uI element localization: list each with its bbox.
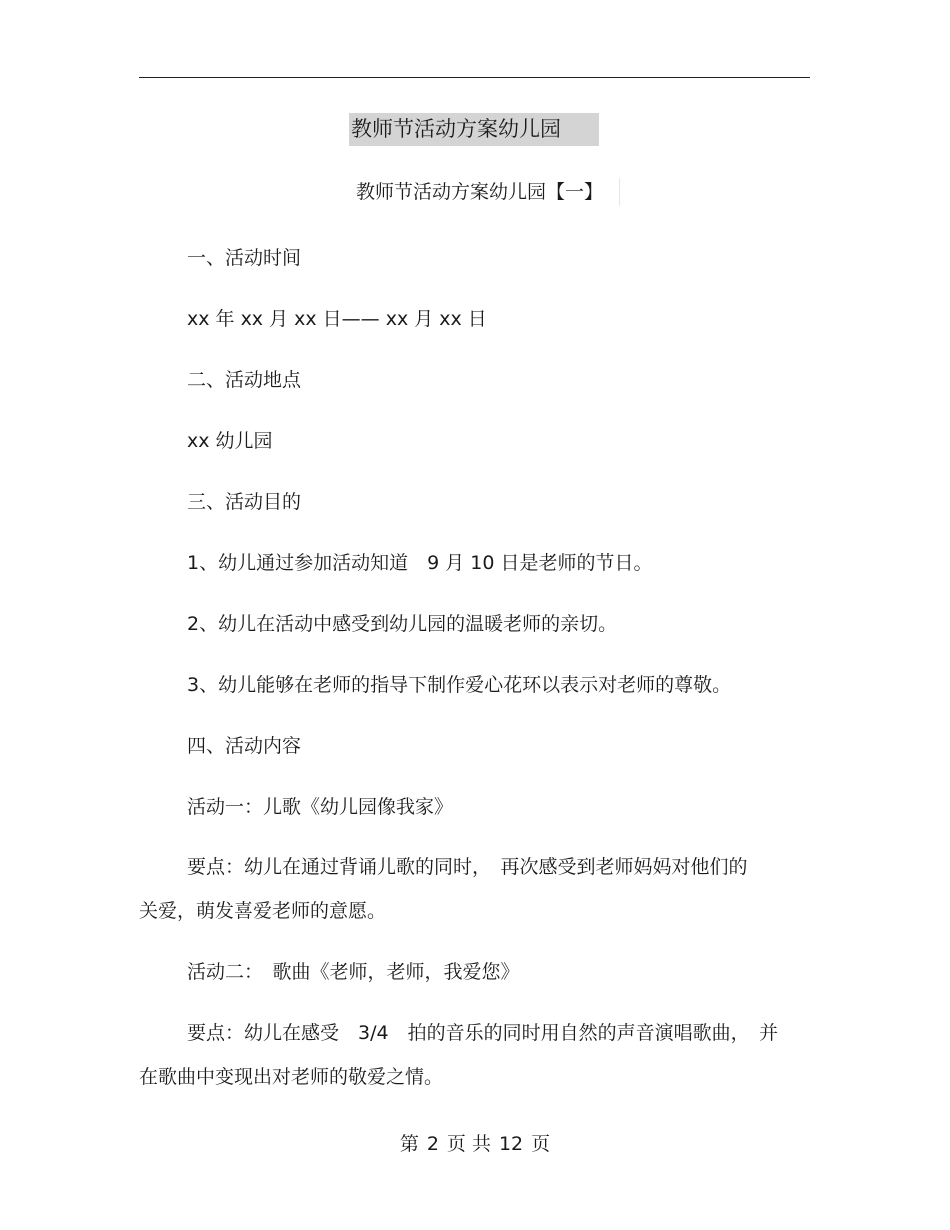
header-rule	[139, 77, 810, 78]
paragraph-point-1: 要点：幼儿在通过背诵儿歌的同时， 再次感受到老师妈妈对他们的	[187, 856, 748, 878]
document-subtitle: 教师节活动方案幼儿园【一】	[356, 178, 620, 206]
paragraph-goal-1: 1、幼儿通过参加活动知道 9 月 10 日是老师的节日。	[187, 552, 653, 574]
paragraph-location: xx 幼儿园	[187, 430, 273, 452]
footer-suffix: 页	[531, 1133, 551, 1155]
paragraph-goal-2: 2、幼儿在活动中感受到幼儿园的温暖老师的亲切。	[187, 613, 618, 635]
paragraph-goal-3: 3、幼儿能够在老师的指导下制作爱心花环以表示对老师的尊敬。	[187, 674, 732, 696]
section-heading-location: 二、活动地点	[187, 369, 302, 391]
section-heading-goal: 三、活动目的	[187, 491, 302, 513]
document-title: 教师节活动方案幼儿园	[349, 113, 599, 146]
paragraph-date: xx 年 xx 月 xx 日—— xx 月 xx 日	[187, 308, 487, 330]
paragraph-activity-2: 活动二： 歌曲《老师，老师，我爱您》	[187, 961, 520, 983]
paragraph-point-2: 要点：幼儿在感受 3/4 拍的音乐的同时用自然的声音演唱歌曲， 并	[187, 1022, 779, 1044]
footer-current-page: 2	[426, 1133, 439, 1155]
paragraph-point-1-cont: 关爱，萌发喜爱老师的意愿。	[139, 900, 387, 922]
page-footer	[0, 1130, 950, 1158]
section-heading-time: 一、活动时间	[187, 247, 302, 269]
paragraph-point-2-cont: 在歌曲中变现出对老师的敬爱之情。	[139, 1066, 444, 1088]
footer-total-pages: 12	[498, 1133, 524, 1155]
section-heading-content: 四、活动内容	[187, 735, 302, 757]
footer-middle: 页 共	[446, 1133, 491, 1155]
footer-prefix: 第	[399, 1133, 419, 1155]
paragraph-activity-1: 活动一：儿歌《幼儿园像我家》	[187, 796, 454, 818]
